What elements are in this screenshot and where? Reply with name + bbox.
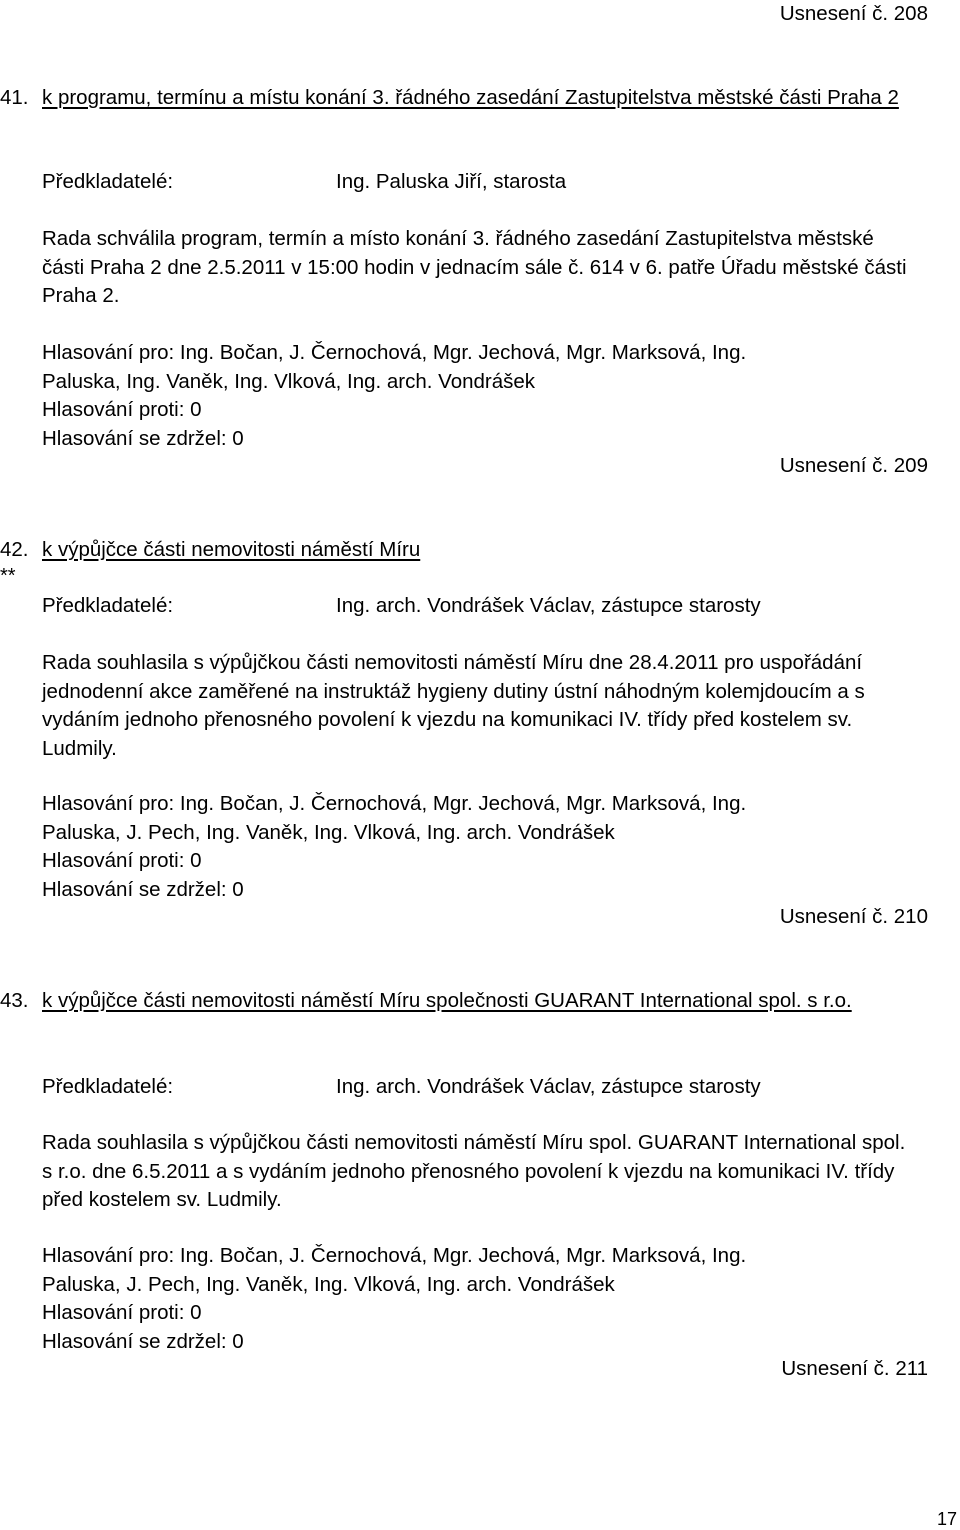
submitter-label: Předkladatelé: [42,1075,174,1098]
vote-for-line: Paluska, J. Pech, Ing. Vaněk, Ing. Vlková, Ing. arch. Vondrášek [42,1272,615,1296]
vote-block [42,1242,912,1356]
vote-block [42,339,912,453]
vote-for-line: Hlasování pro: Ing. Bočan, J. Černochová, Mgr. Jechová, Mgr. Marksová, Ing. [42,1244,747,1267]
vote-against: Hlasování proti: 0 [42,398,202,421]
item-number: 43. [0,989,29,1012]
item-number: 42. [0,538,29,561]
submitter-name: Ing. arch. Vondrášek Václav, zástupce starosty [336,594,761,617]
resolution-number: Usnesení č. 210 [779,905,928,928]
vote-for-line: Paluska, J. Pech, Ing. Vaněk, Ing. Vlková, Ing. arch. Vondrášek [42,820,615,844]
item-title: k výpůjčce části nemovitosti náměstí Míru společnosti GUARANT International spol. s r.o. [42,989,852,1012]
submitter-name: Ing. Paluska Jiří, starosta [336,170,567,193]
item-title: k programu, termínu a místu konání 3. řádného zasedání Zastupitelstva městské části Praha 2 [42,86,899,109]
vote-block [42,790,912,904]
vote-against: Hlasování proti: 0 [42,1301,202,1324]
item-title: k výpůjčce části nemovitosti náměstí Míru [42,538,421,561]
vote-abstain: Hlasování se zdržel: 0 [42,1329,244,1353]
resolution-number: Usnesení č. 209 [779,454,928,477]
vote-against: Hlasování proti: 0 [42,849,202,872]
resolution-text: Rada souhlasila s výpůjčkou části nemovitosti náměstí Míru dne 28.4.2011 pro uspořádání jednodenní akce zaměřené na instruktáž hygieny dutiny ústní náhodným kolemjdoucím a s vydáním jednoho přenosného povolení k vjezdu na komunikaci IV. třídy před kostelem sv. Ludmily. [42,651,865,760]
vote-abstain: Hlasování se zdržel: 0 [42,877,244,901]
submitter-label: Předkladatelé: [42,594,174,617]
vote-for-line: Hlasování pro: Ing. Bočan, J. Černochová, Mgr. Jechová, Mgr. Marksová, Ing. [42,792,747,815]
item-marker: ** [0,565,16,587]
resolution-number: Usnesení č. 211 [781,1357,928,1380]
page-number: 17 [936,1509,957,1529]
resolution-text: Rada schválila program, termín a místo konání 3. řádného zasedání Zastupitelstva městské části Praha 2 dne 2.5.2011 v 15:00 hodin v jednacím sále č. 614 v 6. patře Úřadu městské části Praha 2. [42,227,907,307]
submitter-name: Ing. arch. Vondrášek Václav, zástupce starosty [336,1075,761,1098]
submitter-label: Předkladatelé: [42,170,174,193]
vote-abstain: Hlasování se zdržel: 0 [42,426,244,450]
resolution-number: Usnesení č. 208 [779,2,928,25]
item-number: 41. [0,86,29,109]
vote-for-line: Paluska, Ing. Vaněk, Ing. Vlková, Ing. arch. Vondrášek [42,369,536,393]
resolution-text: Rada souhlasila s výpůjčkou části nemovitosti náměstí Míru spol. GUARANT International spol. s r.o. dne 6.5.2011 a s vydáním jednoho přenosného povolení k vjezdu na komunikaci IV. třídy před kostelem sv. Ludmily. [42,1131,906,1211]
vote-for-line: Hlasování pro: Ing. Bočan, J. Černochová, Mgr. Jechová, Mgr. Marksová, Ing. [42,341,747,364]
